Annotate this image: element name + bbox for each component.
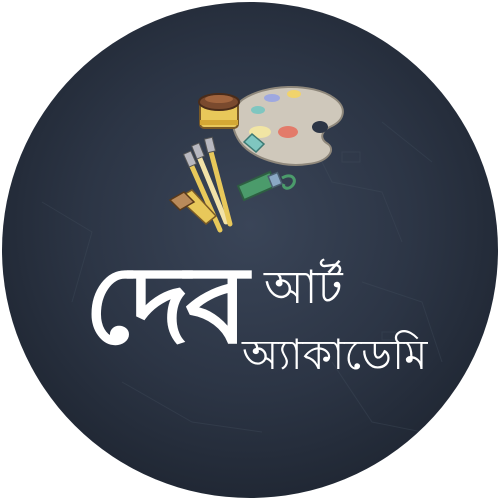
logo-name-line1: আর্ট <box>264 260 343 314</box>
logo-name-main: দেব <box>84 243 245 368</box>
paint-palette-icon <box>233 87 343 165</box>
paint-jar-icon <box>199 94 239 128</box>
paint-tube-icon <box>238 172 294 200</box>
logo-badge <box>2 2 498 498</box>
art-supplies-illustration <box>2 2 498 498</box>
logo-name-line2: অ্যাকাডেমি <box>242 330 428 379</box>
